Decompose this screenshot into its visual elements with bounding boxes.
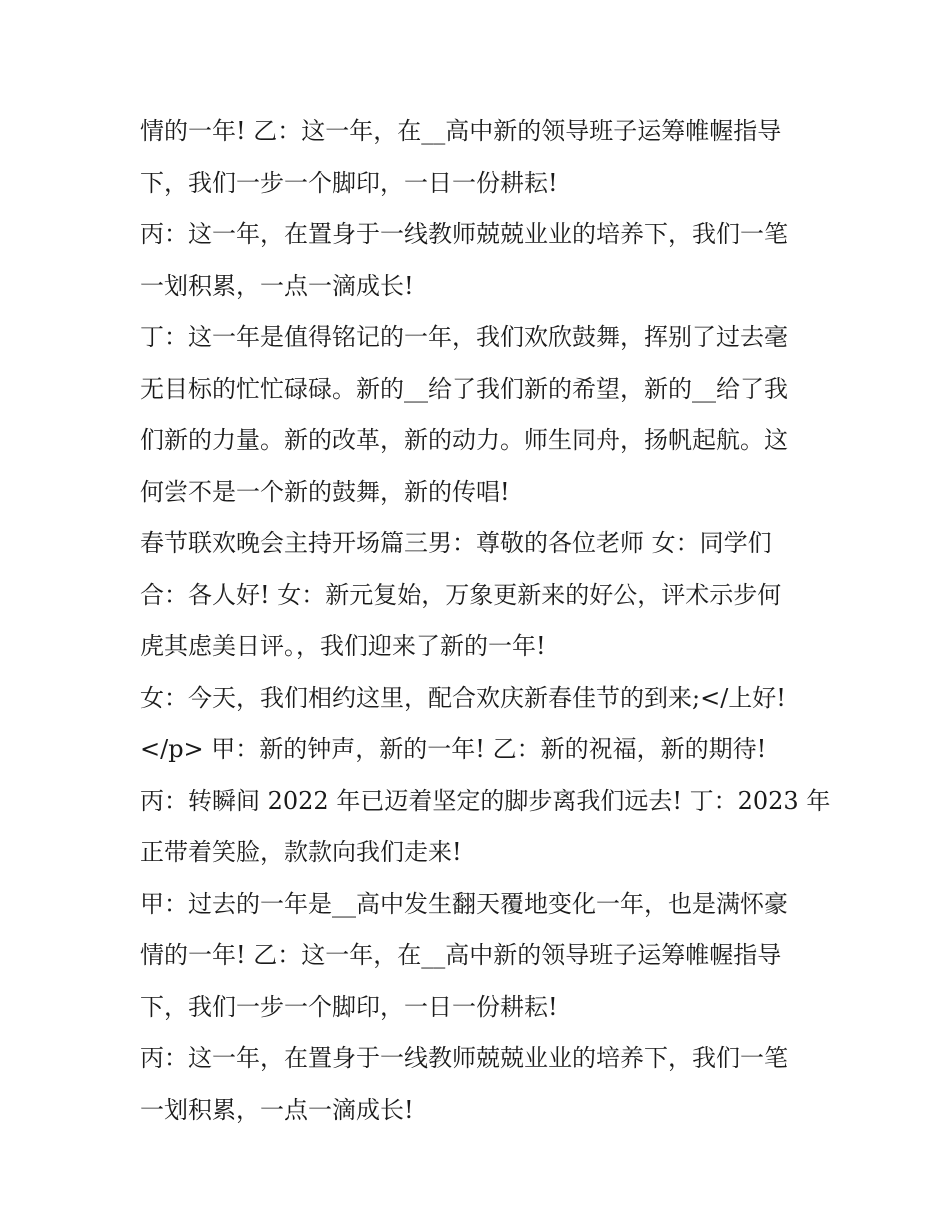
- text-line-5: 丁：这一年是值得铭记的一年，我们欢欣鼓舞，挥别了过去毫: [140, 323, 788, 351]
- text-line-12: 女：今天，我们相约这里，配合欢庆新春佳节的到来;</上好!: [140, 683, 786, 712]
- text-line-19: 丙：这一年，在置身于一线教师兢兢业业的培养下，我们一笔: [140, 1044, 788, 1072]
- text-line-13: </p> 甲：新的钟声，新的一年! 乙：新的祝福，新的期待!: [140, 735, 767, 763]
- text-line-18: 下，我们一步一个脚印，一日一份耕耘!: [140, 992, 558, 1021]
- text-line-2: 下，我们一步一个脚印，一日一份耕耘!: [140, 168, 558, 197]
- text-line-9: 春节联欢晚会主持开场篇三男：尊敬的各位老师 女：同学们: [140, 529, 772, 557]
- text-line-14: 丙：转瞬间 2022 年已迈着坚定的脚步离我们远去! 丁：2023 年: [140, 786, 831, 815]
- text-line-20: 一划积累，一点一滴成长!: [140, 1095, 414, 1124]
- text-line-16: 甲：过去的一年是__高中发生翻天覆地变化一年，也是满怀豪: [140, 889, 788, 918]
- text-line-17: 情的一年! 乙：这一年，在__高中新的领导班子运筹帷幄指导: [140, 941, 782, 969]
- text-line-8: 何尝不是一个新的鼓舞，新的传唱!: [140, 477, 510, 506]
- text-line-10: 合：各人好! 女：新元复始，万象更新来的好公，评术示步何: [140, 580, 782, 609]
- text-line-3: 丙：这一年，在置身于一线教师兢兢业业的培养下，我们一笔: [140, 220, 788, 248]
- text-line-6: 无目标的忙忙碌碌。新的__给了我们新的希望，新的__给了我: [140, 374, 788, 403]
- text-line-1: 情的一年! 乙：这一年，在__高中新的领导班子运筹帷幄指导: [140, 117, 782, 145]
- document-body: [140, 106, 831, 1136]
- text-line-7: 们新的力量。新的改革，新的动力。师生同舟，扬帆起航。这: [140, 426, 788, 454]
- text-line-15: 正带着笑脸，款款向我们走来!: [140, 838, 462, 866]
- text-line-4: 一划积累，一点一滴成长!: [140, 271, 414, 300]
- text-line-11: 虎其虑美日评。，我们迎来了新的一年!: [140, 632, 546, 660]
